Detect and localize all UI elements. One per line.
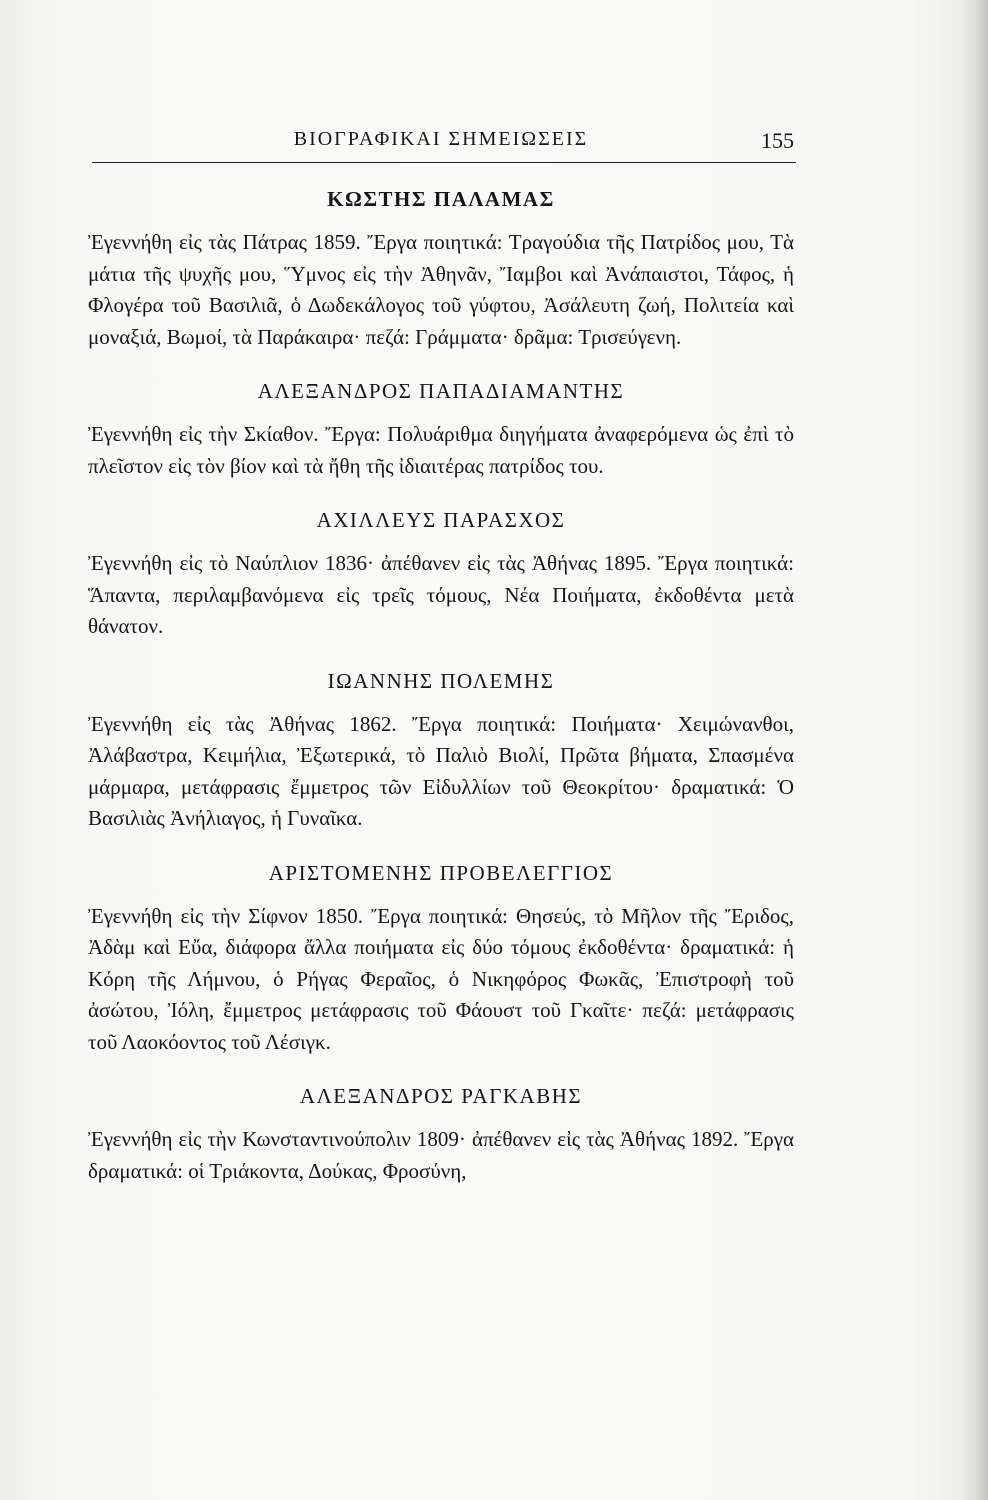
entry-palamas <box>88 185 794 353</box>
entry-bio: Ἐγεννήθη εἰς τὰς Ἀθήνας 1862. Ἔργα ποιητικά: Ποιήματα· Χειμώνανθοι, Ἀλάβαστρα, Κειμήλια, Ἐξωτερικά, τὸ Παλιὸ Βιολί, Πρῶτα βήματα, Σπασμένα μάρμαρα, μετάφρασις ἔμμετρος τῶν Εἰδυλλίων τοῦ Θεοκρίτου· δραματικά: Ὁ Βασιλιὰς Ἀνήλιαγος, ἡ Γυναῖκα. <box>88 711 794 830</box>
entry-name: ΑΧΙΛΛΕΥΣ ΠΑΡΑΣΧΟΣ <box>316 508 566 532</box>
entry-paraschos <box>88 506 794 643</box>
entry-bio: Ἐγεννήθη εἰς τὴν Σίφνον 1850. Ἔργα ποιητικά: Θησεύς, τὸ Μῆλον τῆς Ἔριδος, Ἀδὰμ καὶ Εὔα, διάφορα ἄλλα ποιήματα εἰς δύο τόμους ἐκδοθέντα· δραματικά: ἡ Κόρη τῆς Λήμνου, ὁ Ρήγας Φεραῖος, ὁ Νικηφόρος Φωκᾶς, Ἐπιστροφὴ τοῦ ἀσώτου, Ἰόλη, ἔμμετρος μετάφρασις τοῦ Φάουστ τοῦ Γκαῖτε· πεζά: μετάφρασις τοῦ Λαοκόοντος τοῦ Λέσιγκ. <box>88 903 794 1054</box>
entry-name: ΑΛΕΞΑΝΔΡΟΣ ΡΑΓΚΑΒΗΣ <box>299 1084 583 1108</box>
entry-name: ΙΩΑΝΝΗΣ ΠΟΛΕΜΗΣ <box>327 668 555 693</box>
biographical-notes <box>88 185 794 1187</box>
entry-bio: Ἐγεννήθη εἰς τὴν Σκίαθον. Ἔργα: Πολυάριθμα διηγήματα ἀναφερόμενα ὡς ἐπὶ τὸ πλεῖστον εἰς τὸν βίον καὶ τὰ ἤθη τῆς ἰδιαιτέρας πατρίδος του. <box>88 422 794 478</box>
entry-bio: Ἐγεννήθη εἰς τὸ Ναύπλιον 1836· ἀπέθανεν εἰς τὰς Ἀθήνας 1895. Ἔργα ποιητικά: Ἅπαντα, περιλαμβανόμενα εἰς τρεῖς τόμους, Νέα Ποιήματα, ἐκδοθέντα μετὰ θάνατον. <box>88 551 794 638</box>
page-header <box>88 128 794 158</box>
entry-provelengios <box>88 859 794 1059</box>
entry-bio: Ἐγεννήθη εἰς τὴν Κωνσταντινούπολιν 1809· ἀπέθανεν εἰς τὰς Ἀθήνας 1892. Ἔργα δραματικά: οἱ Τριάκοντα, Δούκας, Φροσύνη, <box>88 1127 794 1183</box>
page-fold-shadow <box>958 0 988 1500</box>
entry-rangavis <box>88 1082 794 1187</box>
entry-name: ΑΡΙΣΤΟΜΕΝΗΣ ΠΡΟΒΕΛΕΓΓΙΟΣ <box>268 860 614 885</box>
page-number: 155 <box>761 128 794 153</box>
entry-name: ΚΩΣΤΗΣ ΠΑΛΑΜΑΣ <box>327 187 555 211</box>
entry-name: ΑΛΕΞΑΝΔΡΟΣ ΠΑΠΑΔΙΑΜΑΝΤΗΣ <box>257 379 625 403</box>
entry-bio: Ἐγεννήθη εἰς τὰς Πάτρας 1859. Ἔργα ποιητικά: Τραγούδια τῆς Πατρίδος μου, Τὰ μάτια τῆς ψυχῆς μου, Ὕμνος εἰς τὴν Ἀθηνᾶν, Ἴαμβοι καὶ Ἀνάπαιστοι, Τάφος, ἡ Φλογέρα τοῦ Βασιλιᾶ, ὁ Δωδεκάλογος τοῦ γύφτου, Ἀσάλευτη ζωή, Πολιτεία καὶ μοναξιά, Βωμοί, τὰ Παράκαιρα· πεζά: Γράμματα· δρᾶμα: Τρισεύγενη. <box>88 230 794 349</box>
entry-papadiamantis <box>88 377 794 482</box>
header-rule <box>92 162 796 163</box>
running-title: ΒΙΟΓΡΑΦΙΚΑΙ ΣΗΜΕΙΩΣΕΙΣ <box>293 128 589 150</box>
entry-polemis <box>88 667 794 835</box>
